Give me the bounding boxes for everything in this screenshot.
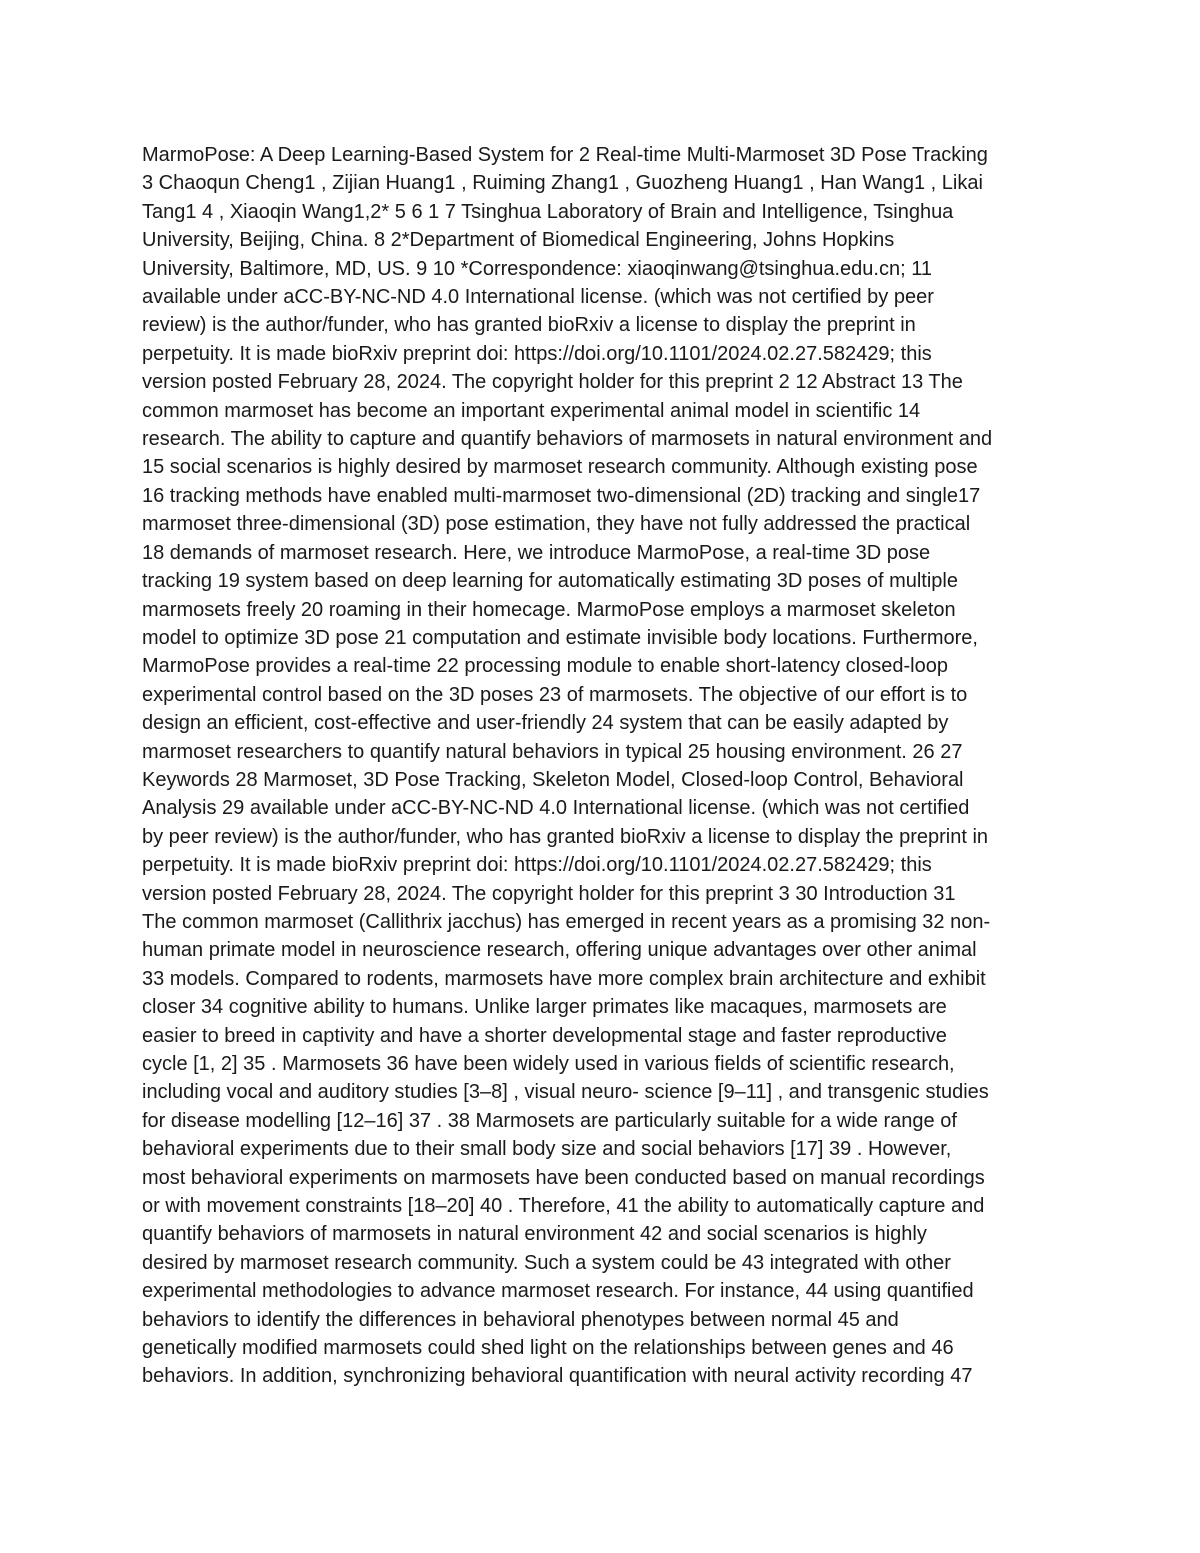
text-line: marmosets freely 20 roaming in their homecage. MarmoPose employs a marmoset skeleton (142, 598, 956, 621)
text-line: perpetuity. It is made bioRxiv preprint doi: https://doi.org/10.1101/2024.02.27.582429; this (142, 342, 932, 365)
text-line: MarmoPose: A Deep Learning-Based System for 2 Real-time Multi-Marmoset 3D Pose Tracking (142, 144, 988, 166)
text-line: review) is the author/funder, who has granted bioRxiv a license to display the preprint in (142, 314, 916, 337)
text-line: tracking 19 system based on deep learning for automatically estimating 3D poses of multiple (142, 570, 958, 593)
text-line: Tang1 4 , Xiaoqin Wang1,2* 5 6 1 7 Tsinghua Laboratory of Brain and Intelligence, Tsinghua (142, 200, 954, 223)
body-text (142, 141, 1072, 1391)
text-line: marmoset researchers to quantify natural behaviors in typical 25 housing environment. 26 27 (142, 740, 963, 763)
text-line: Analysis 29 available under aCC-BY-NC-ND 4.0 International license. (which was not certified (142, 797, 970, 820)
text-line: University, Beijing, China. 8 2*Department of Biomedical Engineering, Johns Hopkins (142, 229, 895, 252)
text-line: available under aCC-BY-NC-ND 4.0 International license. (which was not certified by peer (142, 286, 934, 309)
text-line: quantify behaviors of marmosets in natural environment 42 and social scenarios is highly (142, 1223, 927, 1246)
text-line: 18 demands of marmoset research. Here, we introduce MarmoPose, a real-time 3D pose (142, 541, 931, 564)
text-line: The common marmoset (Callithrix jacchus) has emerged in recent years as a promising 32 non- (142, 910, 991, 933)
text-line: desired by marmoset research community. Such a system could be 43 integrated with other (142, 1251, 951, 1274)
text-line: easier to breed in captivity and have a shorter developmental stage and faster reproductive (142, 1024, 947, 1047)
text-line: closer 34 cognitive ability to humans. Unlike larger primates like macaques, marmosets are (142, 996, 947, 1019)
text-line: human primate model in neuroscience research, offering unique advantages over other animal (142, 939, 977, 962)
text-line: design an efficient, cost-effective and user-friendly 24 system that can be easily adapted by (142, 712, 949, 735)
text-line: including vocal and auditory studies [3–8] , visual neuro- science [9–11] , and transgenic studies (142, 1081, 989, 1104)
text-line: by peer review) is the author/funder, who has granted bioRxiv a license to display the preprint in (142, 825, 989, 848)
text-line: 33 models. Compared to rodents, marmosets have more complex brain architecture and exhibit (142, 967, 986, 990)
text-line: most behavioral experiments on marmosets have been conducted based on manual recordings (142, 1166, 985, 1189)
text-line: common marmoset has become an important experimental animal model in scientific 14 (142, 399, 921, 422)
text-line: behavioral experiments due to their small body size and social behaviors [17] 39 . However, (142, 1138, 952, 1161)
text-line: or with movement constraints [18–20] 40 . Therefore, 41 the ability to automatically capture and (142, 1195, 985, 1218)
text-line: research. The ability to capture and quantify behaviors of marmosets in natural environment and (142, 428, 993, 451)
text-line: experimental control based on the 3D poses 23 of marmosets. The objective of our effort is to (142, 683, 968, 706)
text-line: University, Baltimore, MD, US. 9 10 *Correspondence: xiaoqinwang@tsinghua.edu.cn; 11 (142, 257, 932, 280)
text-line: MarmoPose provides a real-time 22 processing module to enable short-latency closed-loop (142, 655, 948, 678)
text-line: cycle [1, 2] 35 . Marmosets 36 have been widely used in various fields of scientific research, (142, 1053, 955, 1075)
text-line: version posted February 28, 2024. The copyright holder for this preprint 3 30 Introduction 31 (142, 882, 956, 905)
text-line: 16 tracking methods have enabled multi-marmoset two-dimensional (2D) tracking and single17 (142, 484, 981, 507)
text-line: marmoset three-dimensional (3D) pose estimation, they have not fully addressed the practical (142, 513, 971, 536)
text-line: behaviors. In addition, synchronizing behavioral quantification with neural activity recording 47 (142, 1365, 973, 1388)
text-line: model to optimize 3D pose 21 computation and estimate invisible body locations. Furthermore, (142, 626, 978, 649)
text-line: for disease modelling [12–16] 37 . 38 Marmosets are particularly suitable for a wide range of (142, 1109, 957, 1132)
text-line: 3 Chaoqun Cheng1 , Zijian Huang1 , Ruiming Zhang1 , Guozheng Huang1 , Han Wang1 , Likai (142, 172, 983, 195)
text-line: behaviors to identify the differences in behavioral phenotypes between normal 45 and (142, 1308, 899, 1331)
text-line: experimental methodologies to advance marmoset research. For instance, 44 using quantified (142, 1280, 974, 1303)
text-line: perpetuity. It is made bioRxiv preprint doi: https://doi.org/10.1101/2024.02.27.582429; this (142, 854, 932, 877)
text-line: genetically modified marmosets could shed light on the relationships between genes and 46 (142, 1337, 954, 1360)
text-line: Keywords 28 Marmoset, 3D Pose Tracking, Skeleton Model, Closed-loop Control, Behavioral (142, 768, 964, 791)
text-line: version posted February 28, 2024. The copyright holder for this preprint 2 12 Abstract 13 The (142, 371, 963, 394)
text-line: 15 social scenarios is highly desired by marmoset research community. Although existing pose (142, 456, 978, 479)
